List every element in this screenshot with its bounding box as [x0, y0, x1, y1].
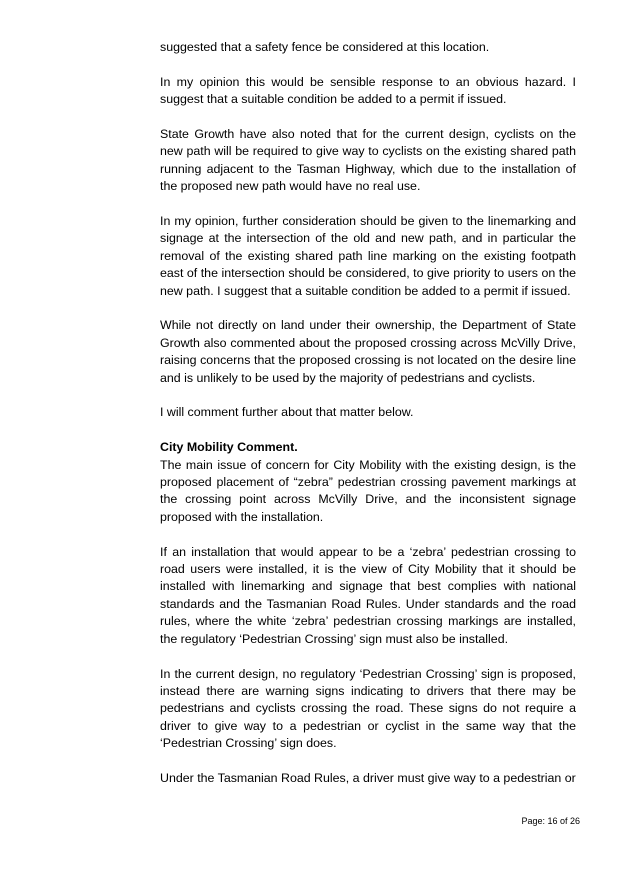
paragraph: If an installation that would appear to be a ‘zebra’ pedestrian crossing to road users were installed, it is the view of City Mobility that it should be installed with linemarking and signage that best complies with national standards and the Tasmanian Road Rules. Under standards and the road rules, where the white ‘zebra’ pedestrian crossing markings are installed, the regulatory ‘Pedestrian Crossing’ sign must also be installed.	[160, 544, 576, 646]
paragraph: In my opinion, further consideration should be given to the linemarking and signage at the intersection of the old and new path, and in particular the removal of the existing shared path line marking on the existing footpath east of the intersection should be considered, to give priority to users on the new path. I suggest that a suitable condition be added to a permit if issued.	[160, 214, 576, 298]
paragraph: State Growth have also noted that for the current design, cyclists on the new path will be required to give way to cyclists on the existing shared path running adjacent to the Tasman Highway, which due to the installation of the proposed new path would have no real use.	[160, 127, 576, 194]
paragraph: In the current design, no regulatory ‘Pedestrian Crossing’ sign is proposed, instead there are warning signs indicating to drivers that there may be pedestrians and cyclists crossing the road. These signs do not require a driver to give way to a pedestrian or cyclist in the same way that the ‘Pedestrian Crossing’ sign does.	[160, 666, 576, 751]
paragraph: Under the Tasmanian Road Rules, a driver must give way to a pedestrian or	[160, 770, 576, 785]
document-body	[160, 39, 576, 805]
page-number: Page: 16 of 26	[521, 816, 580, 826]
paragraph: While not directly on land under their ownership, the Department of State Growth also commented about the proposed crossing across McVilly Drive, raising concerns that the proposed crossing is not located on the desire line and is unlikely to be used by the majority of pedestrians and cyclists.	[160, 318, 576, 385]
paragraph: The main issue of concern for City Mobility with the existing design, is the proposed placement of “zebra” pedestrian crossing pavement markings at the crossing point across McVilly Drive, and the inconsistent signage proposed with the installation.	[160, 457, 576, 524]
paragraph: I will comment further about that matter below.	[160, 405, 414, 420]
paragraph: In my opinion this would be sensible response to an obvious hazard. I suggest that a suitable condition be added to a permit if issued.	[160, 74, 576, 107]
paragraph: suggested that a safety fence be considered at this location.	[160, 40, 490, 54]
section-heading: City Mobility Comment.	[160, 440, 298, 455]
